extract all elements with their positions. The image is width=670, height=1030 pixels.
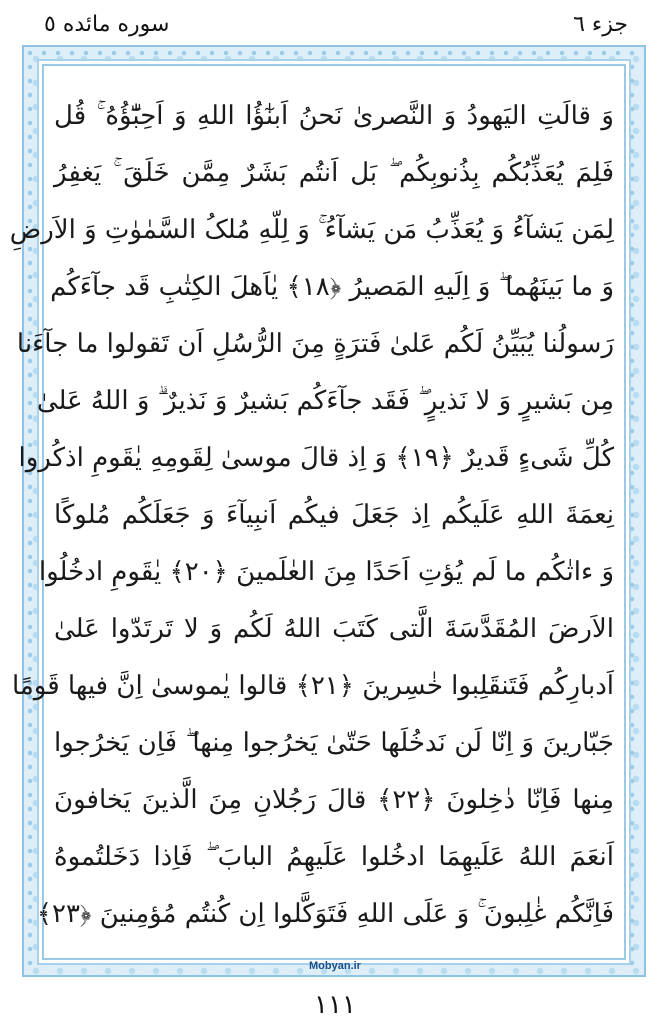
watermark: Mobyan.ir [309, 960, 361, 972]
verse-line-7: کُلِّ شَیءٍ قَدیرٌ ﴿١٩﴾ وَ اِذ قالَ موسیٰ لِقَومِهِ یٰقَومِ اذکُروا [18, 443, 614, 473]
verse-line-11: اَدبارِکُم فَتَنقَلِبوا خٰسِرینَ ﴿٢١﴾ قالوا یٰموسیٰ اِنَّ فیها قَومًا [11, 671, 614, 701]
page-number: ١١١ [314, 990, 356, 1020]
verse-line-13: مِنها فَاِنّا دٰخِلونَ ﴿٢٢﴾ قالَ رَجُلانِ مِنَ الَّذینَ یَخافونَ [54, 785, 614, 815]
verse-line-4: وَ ما بَینَهُما ۖ وَ اِلَیهِ المَصیرُ ﴿١٨﴾ یٰاَهلَ الکِتٰبِ قَد جآءَکُم [50, 272, 614, 302]
verse-line-12: جَبّارینَ وَ اِنّا لَن نَدخُلَها حَتّیٰ یَخرُجوا مِنها ۖ فَاِن یَخرُجوا [54, 728, 614, 758]
surah-label: سوره مائده ٥ [44, 12, 170, 37]
verse-line-10: الاَرضَ المُقَدَّسَةَ الَّتی کَتَبَ اللهُ لَکُم وَ لا تَرتَدّوا عَلیٰ [54, 614, 614, 644]
verse-line-15: فَاِنَّکُم غٰلِبونَ ۚ وَ عَلَی اللهِ فَتَوَکَّلوا اِن کُنتُم مُؤمِنینَ ﴿٢٣﴾ [36, 899, 614, 929]
verse-line-5: رَسولُنا یُبَیِّنُ لَکُم عَلیٰ فَترَةٍ مِنَ الرُّسُلِ اَن تَقولوا ما جآءَنا [16, 329, 614, 359]
verse-line-14: اَنعَمَ اللهُ عَلَیهِمَا ادخُلوا عَلَیهِمُ البابَ ۖ فَاِذا دَخَلتُموهُ [54, 842, 614, 872]
juz-label: جزء ٦ [573, 12, 628, 37]
verse-line-6: مِن بَشیرٍ وَ لا نَذیرٍ ۖ فَقَد جآءَکُم بَشیرٌ وَ نَذیرٌ ۗ وَ اللهُ عَلیٰ [36, 386, 614, 416]
verse-line-3: لِمَن یَشآءُ وَ یُعَذِّبُ مَن یَشآءُ ۚ وَ لِلّهِ مُلکُ السَّمٰوٰتِ وَ الاَرضِ [9, 215, 614, 245]
verse-line-1: وَ قالَتِ الیَهودُ وَ النَّصریٰ نَحنُ اَبنٰٓؤُا اللهِ وَ اَحِبّٰٓؤُهُ ۚ قُل [54, 101, 614, 131]
verse-line-2: فَلِمَ یُعَذِّبُکُم بِذُنوبِکُم ۖ بَل اَنتُم بَشَرٌ مِمَّن خَلَقَ ۚ یَغفِرُ [54, 158, 614, 188]
verse-line-9: وَ ءاتٰکُم ما لَم یُؤتِ اَحَدًا مِنَ العٰلَمینَ ﴿٢٠﴾ یٰقَومِ ادخُلُوا [38, 557, 614, 587]
verse-line-8: نِعمَةَ اللهِ عَلَیکُم اِذ جَعَلَ فیکُم اَنبِیآءَ وَ جَعَلَکُم مُلوکًا [54, 500, 614, 530]
